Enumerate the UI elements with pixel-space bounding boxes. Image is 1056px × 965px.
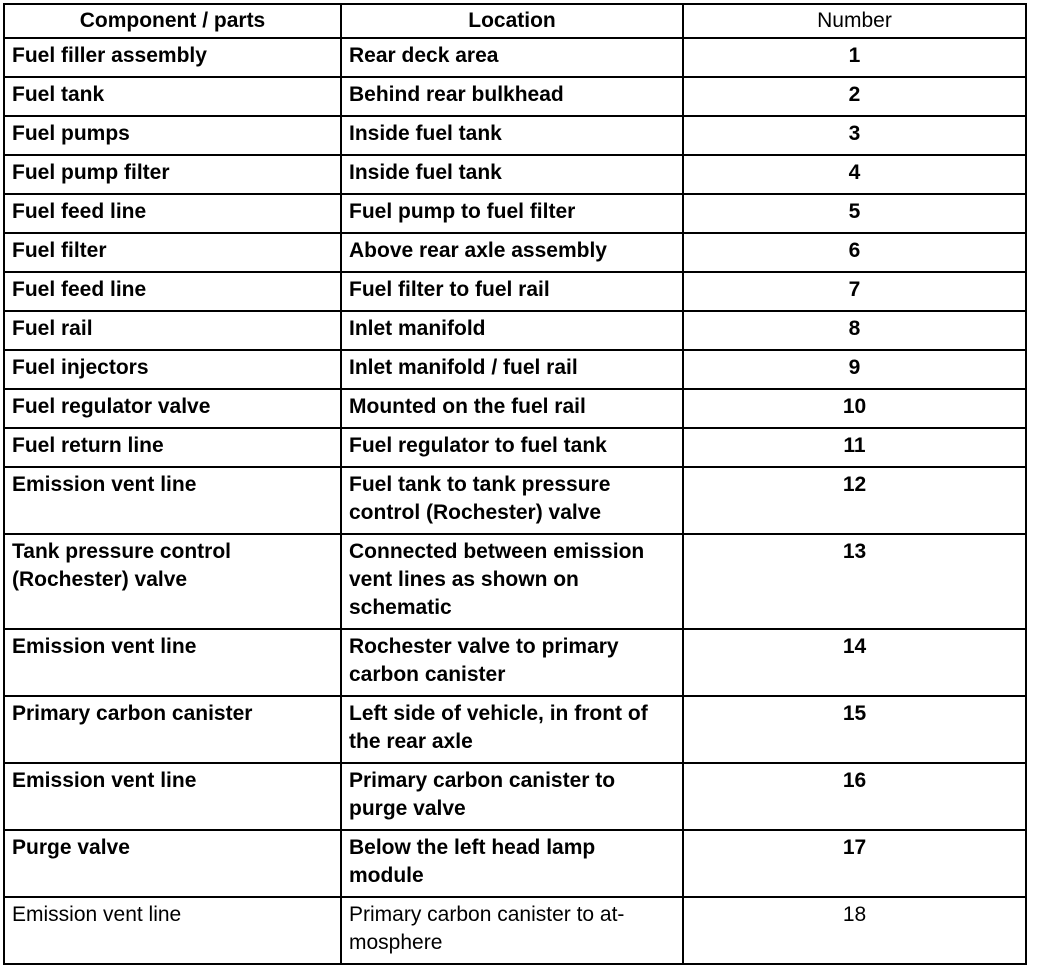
table-row [4, 467, 1026, 534]
number-cell: 12 [683, 467, 1026, 534]
component-column-header: Component / parts [4, 4, 341, 38]
table-row [4, 763, 1026, 830]
component-cell: Primary carbon canister [4, 696, 341, 763]
number-cell: 18 [683, 897, 1026, 964]
number-cell: 3 [683, 116, 1026, 155]
location-cell: Rear deck area [341, 38, 683, 77]
table-row [4, 77, 1026, 116]
table-row [4, 272, 1026, 311]
location-cell: Primary carbon canister to purge valve [341, 763, 683, 830]
number-cell: 4 [683, 155, 1026, 194]
location-cell: Fuel pump to fuel filter [341, 194, 683, 233]
location-cell: Inside fuel tank [341, 116, 683, 155]
table-row [4, 830, 1026, 897]
location-cell: Inside fuel tank [341, 155, 683, 194]
component-cell: Fuel return line [4, 428, 341, 467]
table-header-row [4, 4, 1026, 38]
location-cell: Inlet manifold [341, 311, 683, 350]
table-row [4, 350, 1026, 389]
number-cell: 17 [683, 830, 1026, 897]
location-cell: Connected between emission vent lines as shown on schematic [341, 534, 683, 629]
number-cell: 8 [683, 311, 1026, 350]
number-cell: 14 [683, 629, 1026, 696]
number-cell: 2 [683, 77, 1026, 116]
number-cell: 9 [683, 350, 1026, 389]
component-cell: Fuel pump filter [4, 155, 341, 194]
table-row [4, 428, 1026, 467]
component-cell: Fuel feed line [4, 272, 341, 311]
component-cell: Tank pressure control (Rochester) valve [4, 534, 341, 629]
component-cell: Purge valve [4, 830, 341, 897]
number-cell: 5 [683, 194, 1026, 233]
location-cell: Below the left head lamp module [341, 830, 683, 897]
component-cell: Fuel rail [4, 311, 341, 350]
number-cell: 11 [683, 428, 1026, 467]
fuel-system-components-table [3, 3, 1027, 965]
component-cell: Emission vent line [4, 629, 341, 696]
location-cell: Inlet manifold / fuel rail [341, 350, 683, 389]
component-cell: Fuel tank [4, 77, 341, 116]
table-row [4, 696, 1026, 763]
table-row [4, 38, 1026, 77]
table-row [4, 116, 1026, 155]
number-cell: 13 [683, 534, 1026, 629]
component-cell: Fuel pumps [4, 116, 341, 155]
location-cell: Behind rear bulkhead [341, 77, 683, 116]
table-row [4, 311, 1026, 350]
location-column-header: Location [341, 4, 683, 38]
location-cell: Primary carbon canister to at-mosphere [341, 897, 683, 964]
component-cell: Fuel filter [4, 233, 341, 272]
component-cell: Fuel feed line [4, 194, 341, 233]
location-cell: Above rear axle assembly [341, 233, 683, 272]
location-cell: Mounted on the fuel rail [341, 389, 683, 428]
number-cell: 6 [683, 233, 1026, 272]
location-cell: Left side of vehicle, in front of the rear axle [341, 696, 683, 763]
table-row [4, 629, 1026, 696]
component-cell: Emission vent line [4, 897, 341, 964]
component-cell: Emission vent line [4, 763, 341, 830]
component-cell: Fuel filler assembly [4, 38, 341, 77]
table-row [4, 233, 1026, 272]
number-column-header: Number [683, 4, 1026, 38]
component-cell: Fuel regulator valve [4, 389, 341, 428]
location-cell: Rochester valve to primary carbon canister [341, 629, 683, 696]
location-cell: Fuel regulator to fuel tank [341, 428, 683, 467]
table-row [4, 155, 1026, 194]
number-cell: 1 [683, 38, 1026, 77]
table-row [4, 534, 1026, 629]
table-row [4, 194, 1026, 233]
component-cell: Fuel injectors [4, 350, 341, 389]
number-cell: 16 [683, 763, 1026, 830]
table-row [4, 389, 1026, 428]
location-cell: Fuel filter to fuel rail [341, 272, 683, 311]
location-cell: Fuel tank to tank pressure control (Rochester) valve [341, 467, 683, 534]
number-cell: 15 [683, 696, 1026, 763]
component-cell: Emission vent line [4, 467, 341, 534]
number-cell: 7 [683, 272, 1026, 311]
table-row [4, 897, 1026, 964]
number-cell: 10 [683, 389, 1026, 428]
